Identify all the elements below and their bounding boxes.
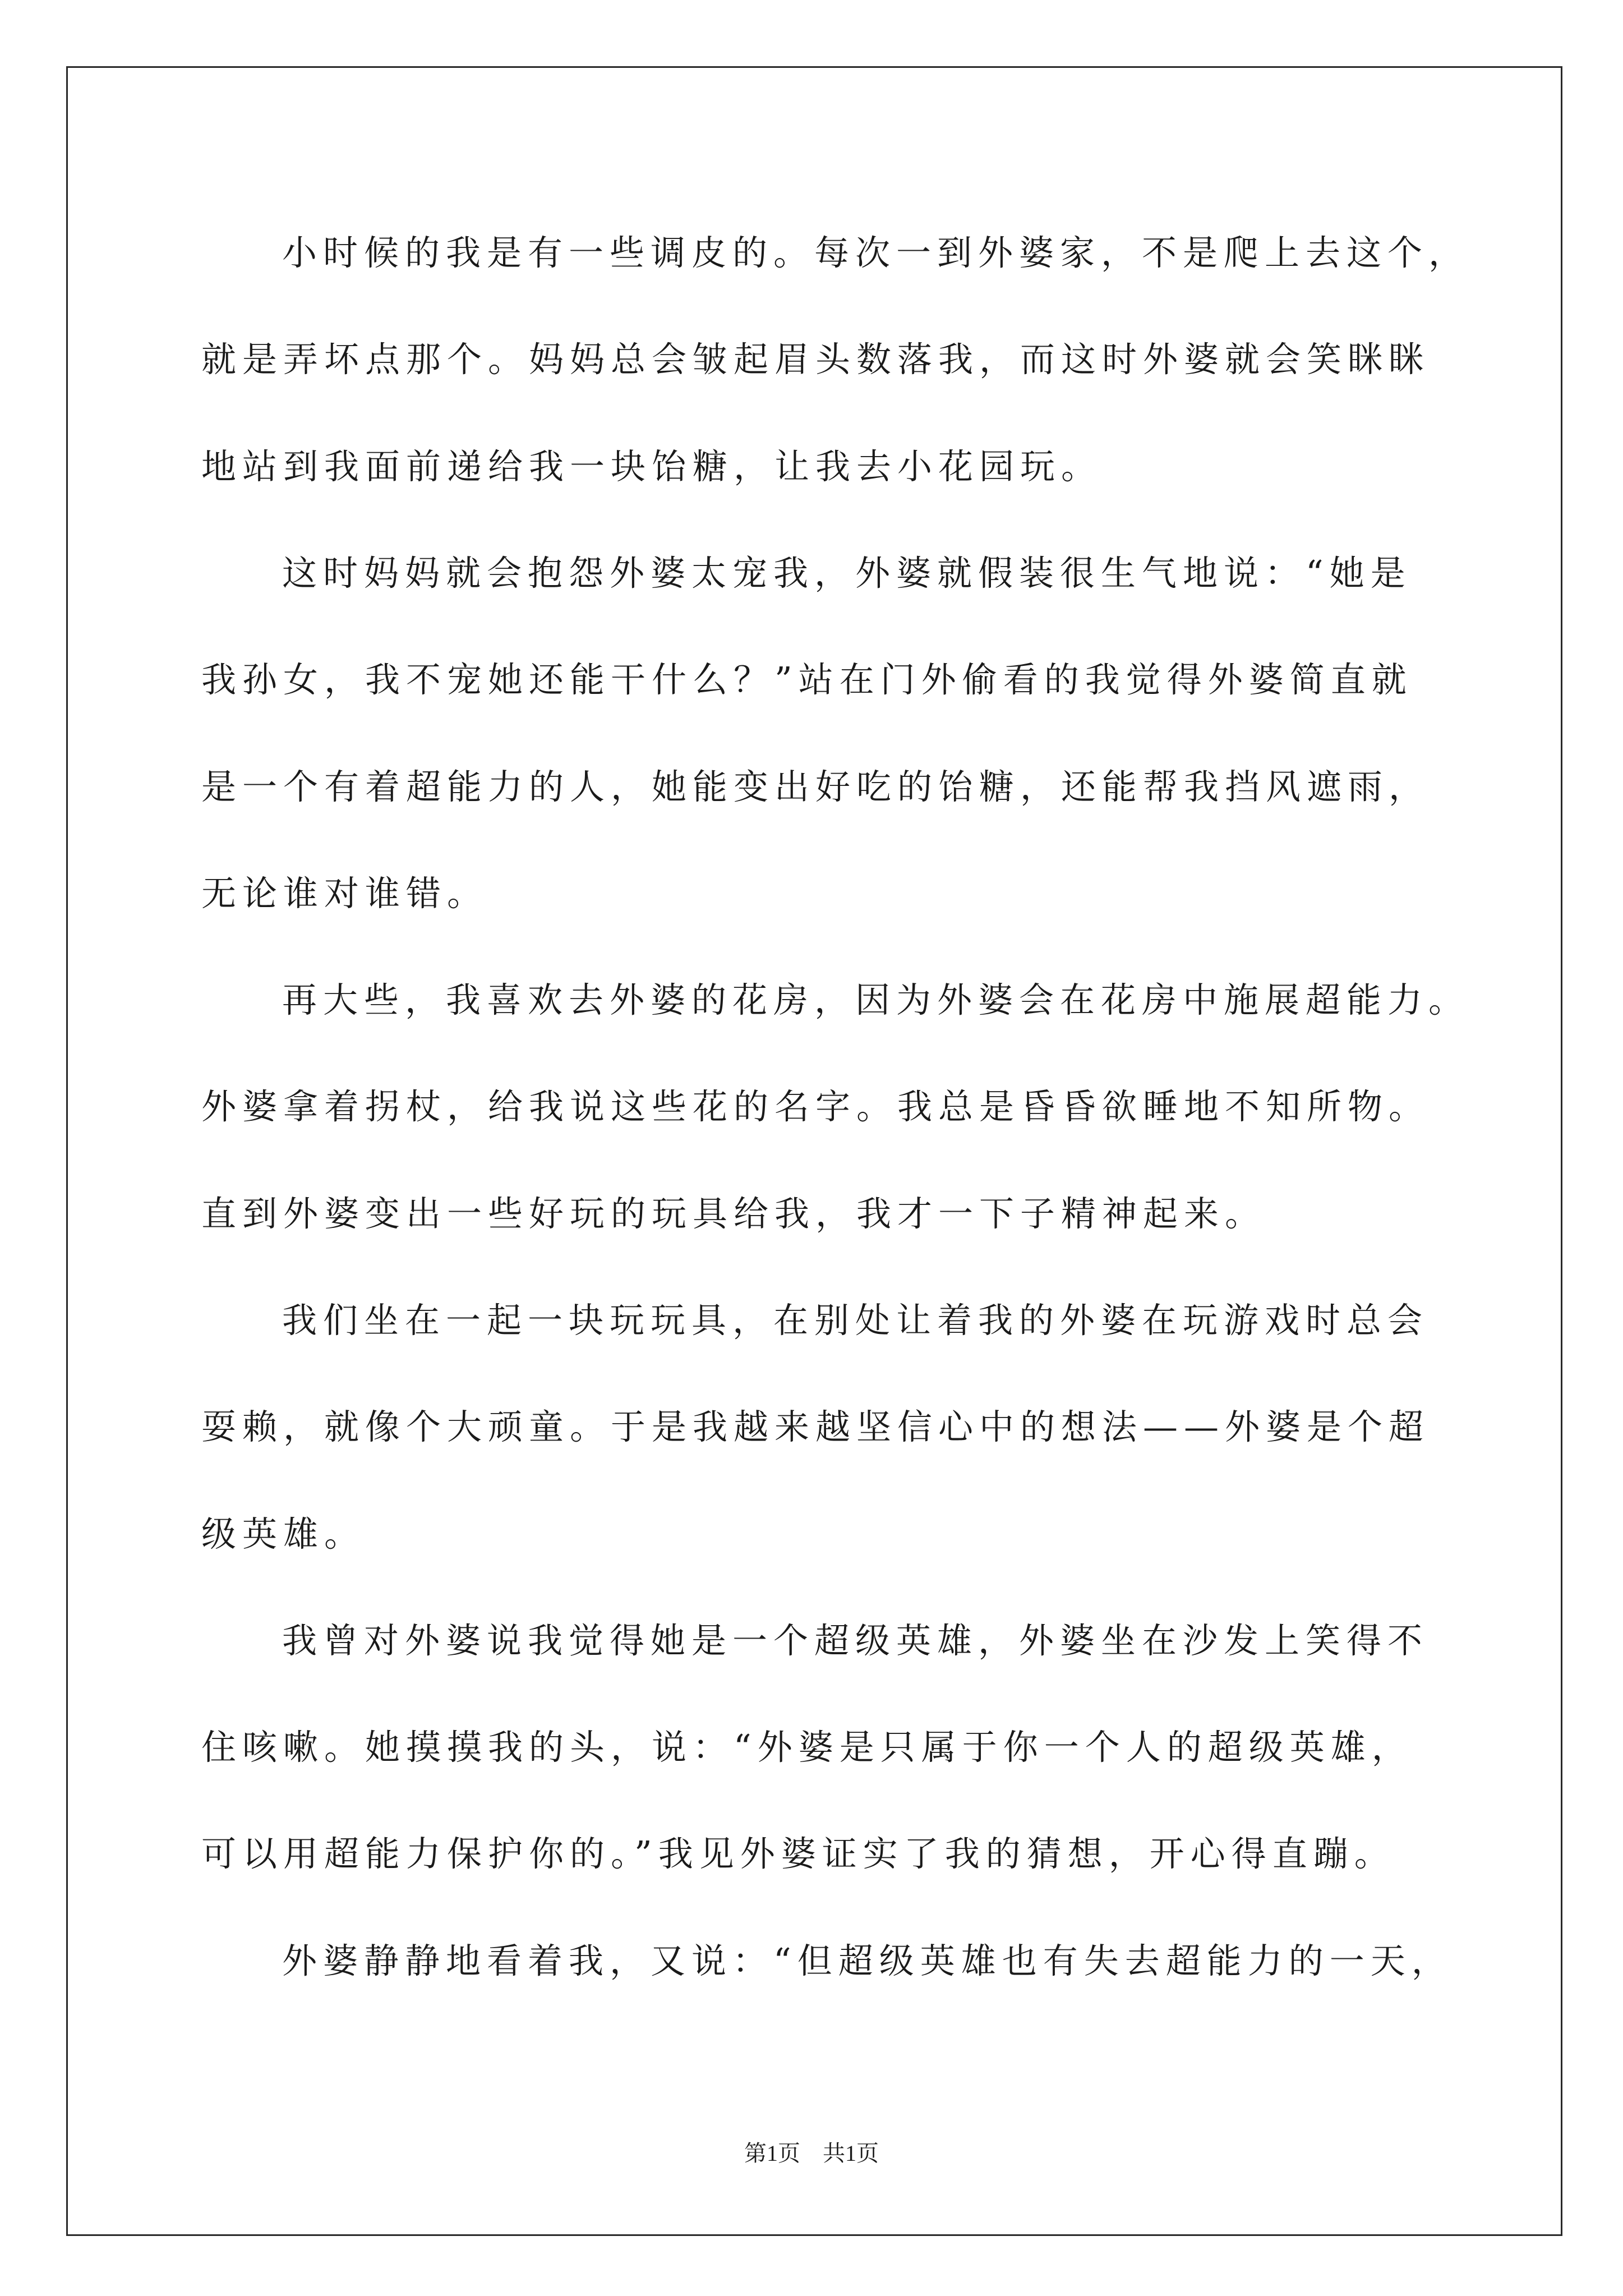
text-line: 住咳嗽。她摸摸我的头，说：“外婆是只属于你一个人的超级英雄，: [201, 1727, 1413, 1768]
text-line: 这时妈妈就会抱怨外婆太宠我，外婆就假装很生气地说：“她是: [282, 553, 1412, 593]
text-line: 我孙女，我不宠她还能干什么？”站在门外偷看的我觉得外婆简直就: [201, 659, 1413, 700]
page-border: [66, 66, 1562, 2236]
text-line: 再大些，我喜欢去外婆的花房，因为外婆会在花房中施展超能力。: [282, 979, 1470, 1020]
text-line: 直到外婆变出一些好玩的玩具给我，我才一下子精神起来。: [201, 1193, 1266, 1234]
text-line: 级英雄。: [201, 1513, 366, 1554]
text-line: 耍赖，就像个大顽童。于是我越来越坚信心中的想法——外婆是个超: [201, 1406, 1430, 1447]
text-line: 地站到我面前递给我一块饴糖，让我去小花园玩。: [201, 446, 1103, 487]
page-number-footer: 第1页 共1页: [744, 2141, 879, 2166]
text-line: 是一个有着超能力的人，她能变出好吃的饴糖，还能帮我挡风遮雨，: [201, 766, 1430, 807]
text-line: 我们坐在一起一块玩玩具，在别处让着我的外婆在玩游戏时总会: [282, 1300, 1429, 1341]
text-line: 我曾对外婆说我觉得她是一个超级英雄，外婆坐在沙发上笑得不: [282, 1620, 1429, 1661]
text-line: 小时候的我是有一些调皮的。每次一到外婆家，不是爬上去这个，: [282, 232, 1470, 273]
text-line: 就是弄坏点那个。妈妈总会皱起眉头数落我，而这时外婆就会笑眯眯: [201, 339, 1430, 380]
text-line: 外婆静静地看着我，又说：“但超级英雄也有失去超能力的一天，: [282, 1940, 1453, 1981]
text-line: 外婆拿着拐杖，给我说这些花的名字。我总是昏昏欲睡地不知所物。: [201, 1086, 1430, 1127]
text-line: 无论谁对谁错。: [201, 873, 488, 914]
text-line: 可以用超能力保护你的。”我见外婆证实了我的猜想，开心得直蹦。: [201, 1833, 1395, 1874]
